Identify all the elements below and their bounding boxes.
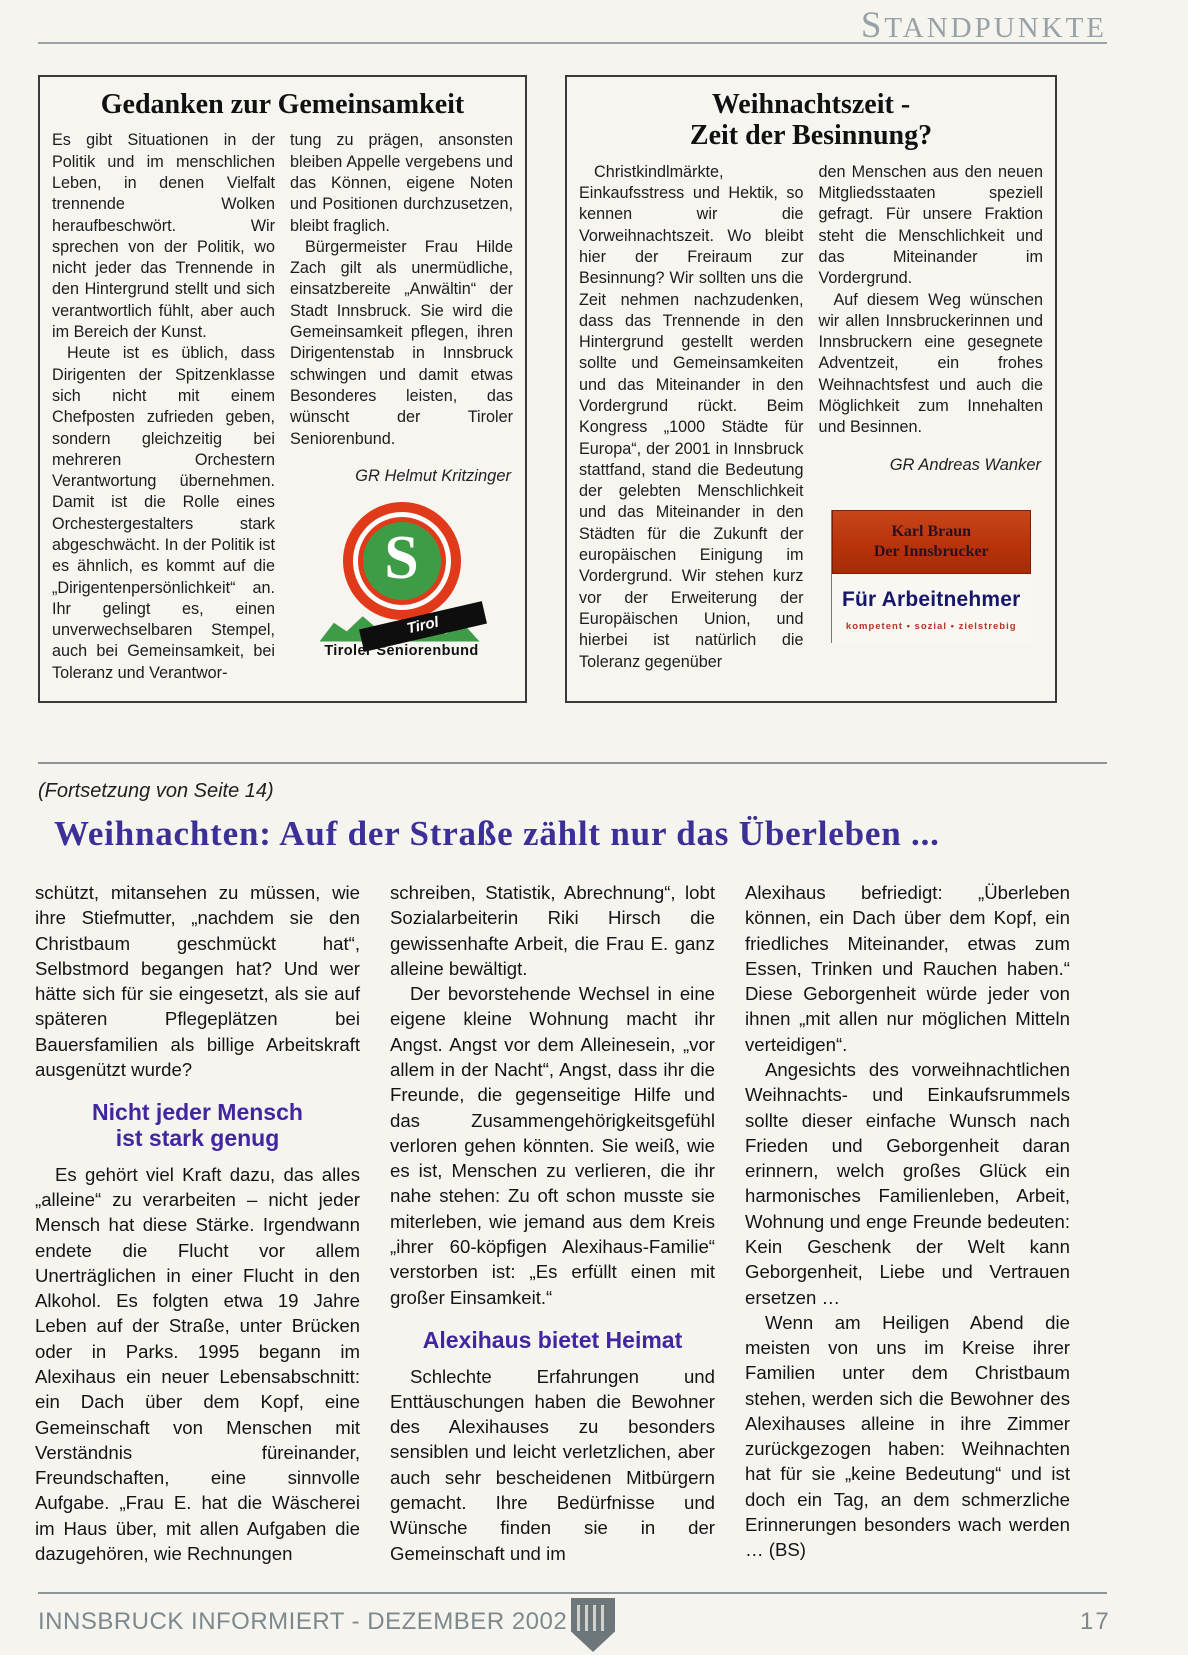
article-body: [35, 880, 1070, 1580]
logo-banner: Tirol: [359, 601, 487, 652]
page-number: 17: [1080, 1608, 1111, 1635]
paragraph: Es gehört viel Kraft dazu, das alles „alleine“ zu verarbeiten – nicht jeder Mensch hat diese Stärke. Irgendwann endete die Flucht vor allem Unerträglichen in einer Flucht in den Alkohol. Es folgten etwa 19 Jahre Leben auf der Straße, unter Brücken oder in Parks. 1995 begann im Alexihaus ein neuer Lebensabschnitt: ein Dach über dem Kopf, eine Gemeinschaft von Menschen mit Verständnis füreinander, Freundschaften, eine sinnvolle Aufgabe. „Frau E. hat die Wäscherei im Haus über, mit allen Aufgaben die dazugehören, wie Rechnungen: [35, 1163, 360, 1564]
paragraph: tung zu prägen, ansonsten bleiben Appelle vergebens und das Können, eigene Noten und Positionen durchzusetzen, bleibt fraglich.: [290, 131, 513, 235]
paragraph: Christkindlmärkte, Einkaufsstress und Hektik, so kennen wir die Vorweihnachtszeit. Wo bleibt hier der Freiraum zur Besinnung? Wir sollten uns die Zeit nehmen nachzudenken, dass das Trennende in den Hintergrund gestellt werden sollte und Gemeinsamkeiten und das Miteinander in den Vordergrund rückt. Beim Kongress „1000 Städte für Europa“, der 2001 in Innsbruck stattfand, stand die Bedeutung der gelebten Menschlichkeit und das Miteinander in den Städten für die Zukunft der europäischen Einigung im Vordergrund. Wir stehen kurz vor der Erweiterung der Europäischen Union, und hierbei ist natürlich die Toleranz gegenüber: [579, 162, 804, 671]
ad-brand: Der Innsbrucker: [873, 543, 989, 561]
ad-red-banner: [832, 510, 1031, 574]
opinion-box-weihnachtszeit: [565, 75, 1057, 703]
box-left-column-1: [52, 130, 275, 684]
article-headline: Weihnachten: Auf der Straße zählt nur das Überleben ...: [54, 814, 940, 853]
opinion-boxes: [38, 75, 1057, 703]
article-column-1: [35, 880, 360, 1580]
paragraph: schreiben, Statistik, Abrechnung“, lobt Sozialarbeiterin Riki Hirsch die gewissenhafte Arbeit, die Frau E. ganz alleine bewältigt.: [390, 882, 715, 979]
article-column-3: [745, 880, 1070, 1580]
paragraph: Wenn am Heiligen Abend die meisten von uns im Kreise ihrer Familien unter dem Christbaum stehen, werden sich die Bewohner des Alexihauses alleine in ihre Zimmer zurückgezogen haben: Weihnachten hat für sie „keine Bedeutung“ und ist doch ein Tag, an dem schmerzliche Erinnerungen besonders wach werden … (BS): [745, 1311, 1070, 1561]
article-column-2: [390, 880, 715, 1580]
paragraph: Es gibt Situationen in der Politik und im menschlichen Leben, in denen Vielfalt trennende Wolken heraufbeschwört. Wir sprechen von der Politik, wo nicht jeder das Trennende in den Hintergrund stellt und sich verantwortlich fühlt, aber auch im Bereich der Kunst.: [52, 131, 275, 342]
paragraph: Alexihaus befriedigt: „Überleben können, ein Dach über dem Kopf, ein friedliches Miteinander, etwas zum Essen, Trinken und Rauchen haben.“ Diese Geborgenheit würde jeder von ihnen „mit allen nur möglichen Mitteln verteidigen“.: [745, 882, 1070, 1055]
logo-ring: [343, 502, 461, 620]
box-right-column-1: [579, 162, 804, 673]
footer-divider: [38, 1592, 1107, 1594]
paragraph: schützt, mitansehen zu müssen, wie ihre Stiefmutter, „nachdem sie den Christbaum geschmückt hat“, Selbstmord begangen hat? Und wer hätte sich für sie eingesetzt, als sie auf späteren Pflegeplätzen bei Bauersfamilien als billige Arbeitskraft ausgenützt wurde?: [35, 882, 360, 1080]
opinion-box-seniorenbund: [38, 75, 527, 703]
footer-publication: INNSBRUCK INFORMIERT - DEZEMBER 2002: [38, 1608, 568, 1635]
innsbruck-coat-of-arms-icon: [571, 1598, 615, 1652]
paragraph: Schlechte Erfahrungen und Enttäuschungen haben die Bewohner des Alexihauses zu besonders sensiblen und leicht verletzlichen, aber auch sehr bescheidenen Mitbürgern gemacht. Ihre Bedürfnisse und Wünsche finden sie in der Gemeinschaft und im: [390, 1365, 715, 1564]
box-title-line2: Zeit der Besinnung?: [689, 120, 933, 152]
box-title: Gedanken zur Gemeinsamkeit: [100, 89, 465, 120]
subhead-nicht-jeder-mensch: Nicht jeder Mensch ist stark genug: [92, 1099, 303, 1151]
ad-body: [832, 574, 1031, 643]
karl-braun-ad: [831, 510, 1031, 643]
seniorenbund-logo: [312, 502, 492, 662]
mid-divider: [38, 762, 1107, 764]
logo-letter: S: [358, 517, 446, 605]
box-title-line1: Weihnachtszeit -: [711, 89, 911, 120]
paragraph: Heute ist es üblich, dass Dirigenten der Spitzenklasse sich nicht mit einem Chefposten zufrieden geben, sondern gleichzeitig bei mehreren Orchestern Verantwortung übernehmen. Damit ist die Rolle eines Orchestergestalters stark abgeschwächt. In der Politik ist es ähnlich, es kommt auf die „Dirigentenpersönlichkeit“ an. Ihr gelingt es, einen unverwechselbaren Stempel, auch bei Gemeinsamkeit, bei Toleranz und Verantwor-: [52, 344, 275, 682]
author-signature: GR Andreas Wanker: [889, 455, 1041, 474]
ad-name: Karl Braun: [891, 523, 972, 541]
ad-headline: Für Arbeitnehmer: [841, 588, 1021, 612]
section-header: STANDPUNKTE: [860, 5, 1107, 46]
box-title: [579, 89, 1043, 152]
paragraph: den Menschen aus den neuen Mitgliedsstaaten speziell gefragt. Für unsere Fraktion steht die Menschlichkeit und das Miteinander im Vordergrund.: [818, 162, 1043, 288]
paragraph: Bürgermeister Frau Hilde Zach gilt als unermüdliche, einsatzbereite „Anwältin“ der Stadt Innsbruck. Sie wird die Gemeinsamkeit pflegen, ihren Dirigentenstab in Innsbruck schwingen und damit etwas Besonderes leisten, das wünscht der Tiroler Seniorenbund.: [290, 237, 513, 448]
paragraph: Angesichts des vorweihnachtlichen Weihnachts- und Einkaufsrummels sollte dieser einfache Wunsch nach Frieden und Geborgenheit daran erinnern, welch großes Glück ein harmonisches Familienleben, Arbeit, Wohnung und enge Freunde bedeuten: Kein Geschenk der Welt kann Geborgenheit, Liebe und Vertrauen ersetzen …: [745, 1058, 1070, 1308]
paragraph: Auf diesem Weg wünschen wir allen Innsbruckerinnen und Innsbruckern eine gesegnete Adventzeit, ein frohes Weihnachtsfest und auch die Möglichkeit zum Innehalten und Besinnen.: [818, 290, 1043, 437]
subhead-alexihaus: Alexihaus bietet Heimat: [422, 1326, 683, 1353]
coat-of-arms-detail: [577, 1605, 609, 1631]
author-signature: GR Helmut Kritzinger: [355, 466, 511, 485]
box-right-column-2: [819, 162, 1044, 673]
box-left-column-2: [290, 130, 513, 684]
ad-tagline: kompetent • sozial • zielstrebig: [845, 620, 1017, 632]
paragraph: Der bevorstehende Wechsel in eine eigene kleine Wohnung macht ihr Angst. Angst vor dem Alleinesein, „vor allem in der Nacht“, Angst, dass ihr die Freunde, die gegenseitige Hilfe und das Zusammengehörigkeitsgefühl verloren gehen könnten. Sie weiß, wie es ist, Menschen zu verlieren, die ihr nahe stehen: Zu oft schon musste sie miterleben, wie jemand aus dem Kreis „ihrer 60-köpfigen Alexihaus-Familie“ verstorben ist: „Es erfüllt einen mit großer Einsamkeit.“: [390, 983, 715, 1308]
logo-caption: Tiroler Seniorenbund: [324, 643, 479, 660]
top-divider: [38, 42, 1107, 44]
continuation-note: (Fortsetzung von Seite 14): [38, 780, 274, 802]
